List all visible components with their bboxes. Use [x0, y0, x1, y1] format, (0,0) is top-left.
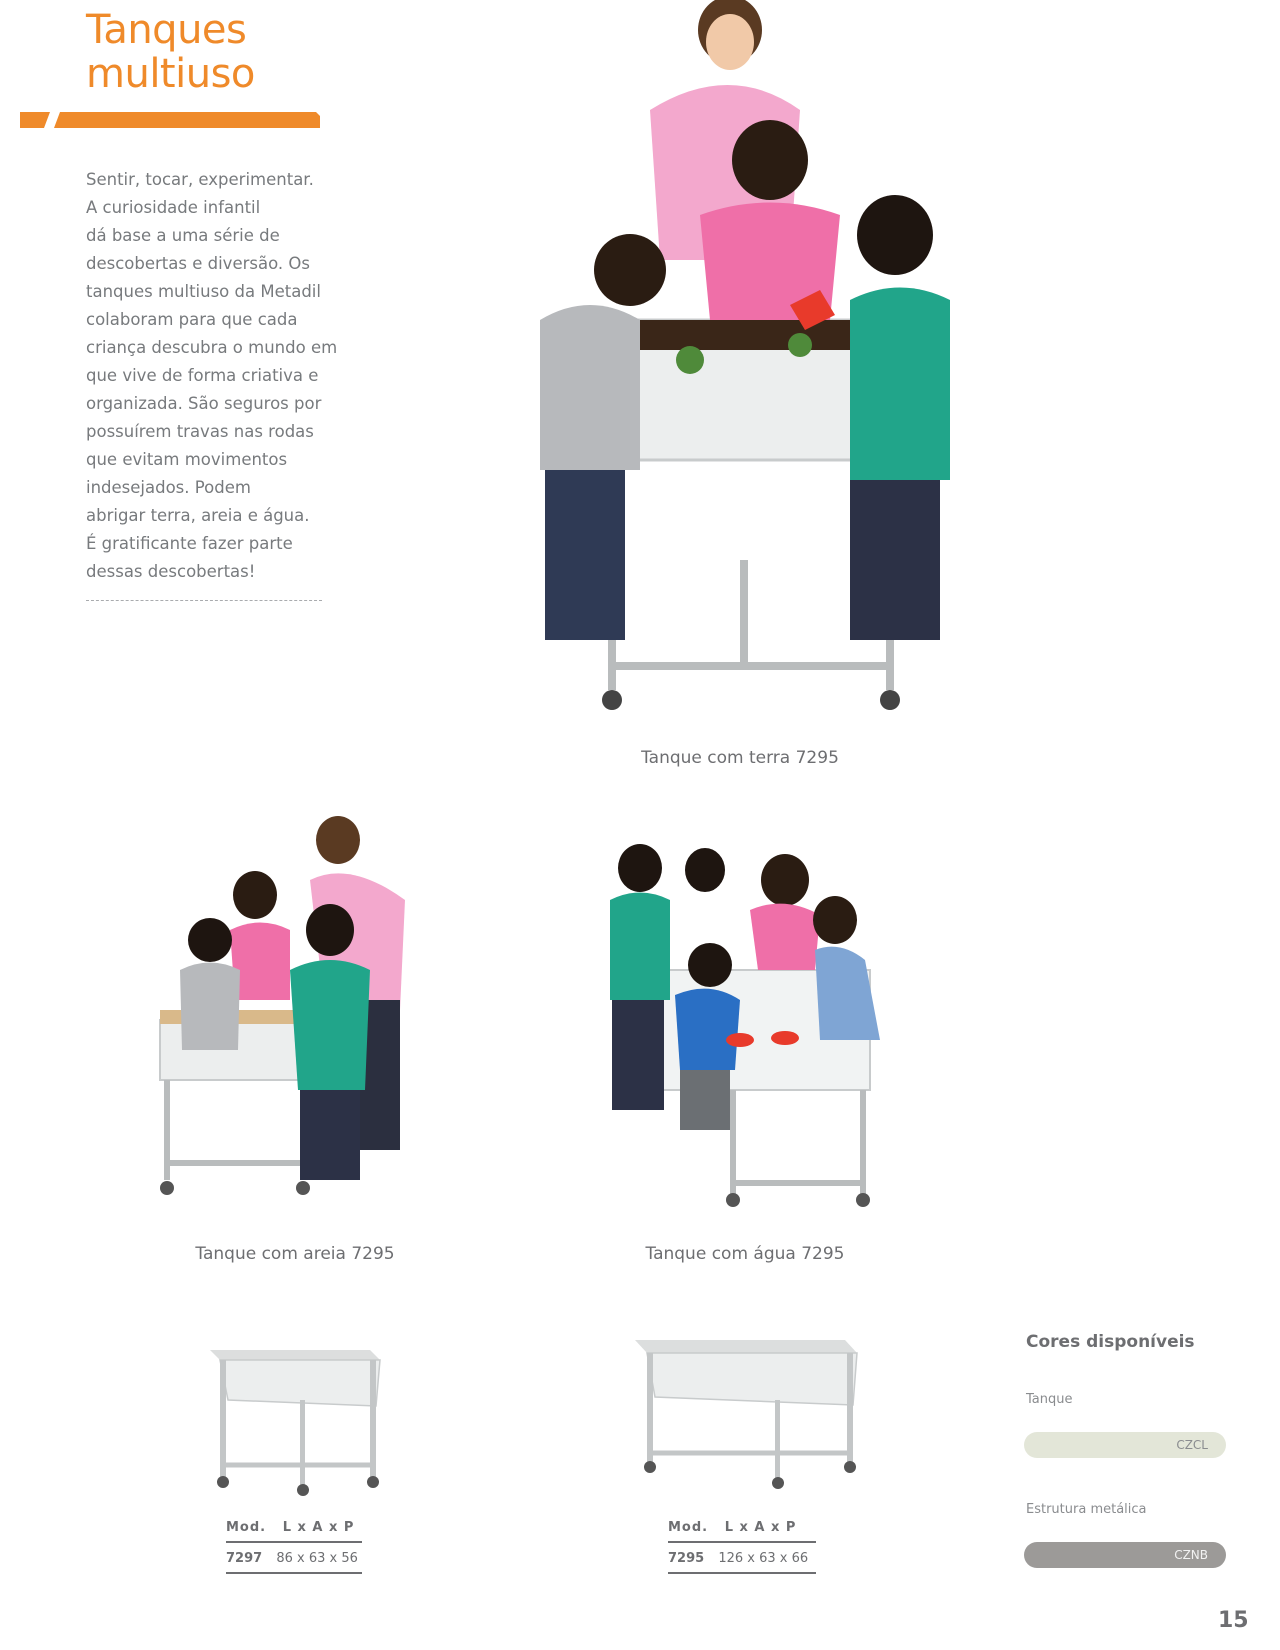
intro-line: criança descubra o mundo em — [86, 338, 338, 357]
intro-line: que vive de forma criativa e — [86, 366, 319, 385]
spec-table-7295 — [668, 1520, 816, 1574]
photo-tank-soil — [500, 0, 1000, 740]
intro-text — [86, 166, 366, 586]
page-title — [86, 8, 255, 96]
spec-header — [668, 1520, 816, 1535]
intro-line: que evitam movimentos — [86, 450, 288, 469]
product-image-7295 — [625, 1325, 865, 1495]
product-image-7297 — [200, 1330, 390, 1500]
color-code: CZNB — [1174, 1548, 1208, 1562]
title-accent-bar — [20, 110, 320, 130]
intro-line: possuírem travas nas rodas — [86, 422, 314, 441]
intro-line: dá base a uma série de — [86, 226, 280, 245]
spec-table-7297 — [226, 1520, 362, 1574]
intro-line: descobertas e diversão. Os — [86, 254, 310, 273]
spec-header-mod: Mod. — [668, 1520, 709, 1535]
spec-dims: 86 x 63 x 56 — [276, 1551, 358, 1566]
spec-header-dims: L x A x P — [282, 1520, 355, 1535]
intro-line: organizada. São seguros por — [86, 394, 322, 413]
caption-tank-water: Tanque com água 7295 — [645, 1244, 845, 1264]
caption-tank-sand: Tanque com areia 7295 — [195, 1244, 395, 1264]
title-line-1: Tanques — [86, 7, 247, 53]
spec-model: 7297 — [226, 1551, 263, 1566]
color-label-structure: Estrutura metálica — [1026, 1502, 1147, 1517]
color-swatch-tank — [1024, 1432, 1226, 1458]
caption-tank-soil: Tanque com terra 7295 — [641, 748, 839, 768]
colors-title: Cores disponíveis — [1026, 1332, 1195, 1352]
spec-row — [226, 1541, 362, 1574]
color-code: CZCL — [1176, 1438, 1208, 1452]
spec-model: 7295 — [668, 1551, 705, 1566]
color-swatch-structure — [1024, 1542, 1226, 1568]
intro-divider — [86, 600, 322, 601]
page-number: 15 — [1218, 1608, 1249, 1633]
intro-line: indesejados. Podem — [86, 478, 251, 497]
spec-row — [668, 1541, 816, 1574]
intro-line: É gratificante fazer parte — [86, 534, 293, 553]
intro-line: tanques multiuso da Metadil — [86, 282, 321, 301]
photo-tank-sand — [150, 810, 440, 1210]
spec-header-dims: L x A x P — [724, 1520, 797, 1535]
intro-line: dessas descobertas! — [86, 562, 256, 581]
color-label-tank: Tanque — [1026, 1392, 1073, 1407]
spec-header-mod: Mod. — [226, 1520, 267, 1535]
spec-dims: 126 x 63 x 66 — [718, 1551, 809, 1566]
title-line-2: multiuso — [86, 51, 255, 97]
photo-tank-water — [580, 840, 910, 1220]
intro-line: abrigar terra, areia e água. — [86, 506, 310, 525]
intro-line: Sentir, tocar, experimentar. — [86, 170, 314, 189]
spec-header — [226, 1520, 362, 1535]
intro-line: A curiosidade infantil — [86, 198, 261, 217]
intro-line: colaboram para que cada — [86, 310, 298, 329]
